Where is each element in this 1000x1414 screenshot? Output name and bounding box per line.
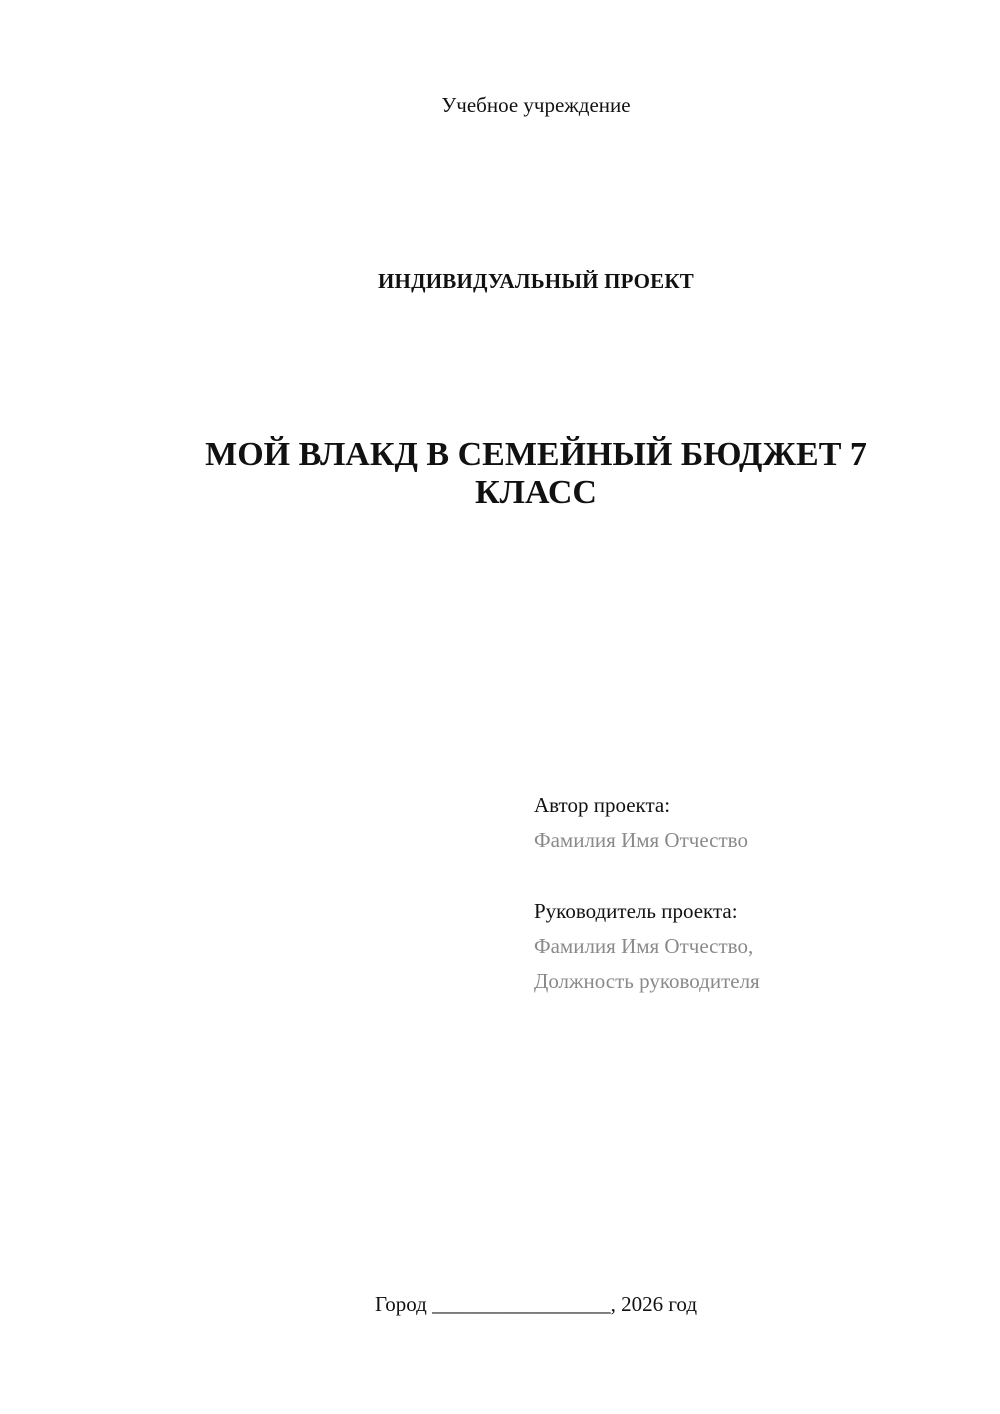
author-label: Автор проекта: <box>534 793 671 817</box>
project-title-line-1: МОЙ ВЛАКД В СЕМЕЙНЫЙ БЮДЖЕТ 7 <box>205 436 867 473</box>
document-type: ИНДИВИДУАЛЬНЫЙ ПРОЕКТ <box>378 269 694 293</box>
project-title <box>150 436 922 512</box>
city-label: Город <box>374 1292 427 1316</box>
supervisor-name: Фамилия Имя Отчество, <box>534 934 754 958</box>
supervisor-label: Руководитель проекта: <box>534 899 738 923</box>
info-spacer <box>534 858 974 894</box>
project-info <box>534 788 974 999</box>
project-title-line-2: КЛАСС <box>475 474 597 511</box>
year-text: , 2026 год <box>610 1292 698 1316</box>
city-blank: _________________ <box>432 1292 611 1316</box>
author-name: Фамилия Имя Отчество <box>534 828 748 852</box>
city-year-line <box>0 1290 1000 1318</box>
institution-name: Учебное учреждение <box>441 93 631 117</box>
supervisor-position: Должность руководителя <box>534 969 760 993</box>
